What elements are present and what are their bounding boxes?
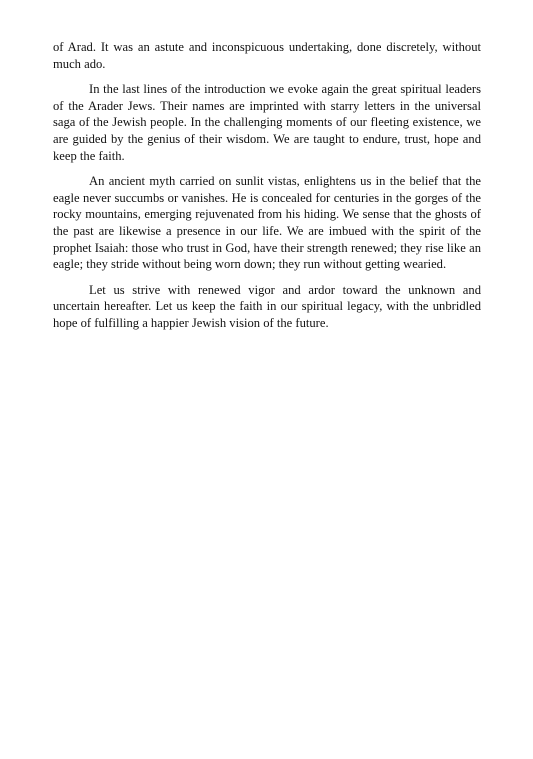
paragraph-3: An ancient myth carried on sunlit vistas, enlightens us in the belief that the eagle never succumbs or vanishes. He is concealed for centuries in the gorges of the rocky mountains, emerging rejuvenated from his hiding. We sense that the ghosts of the past are likewise a presence in our life. We are imbued with the spirit of the prophet Isaiah: those who trust in God, have their strength renewed; they rise like an eagle; they stride without being worn down; they run without getting wearied.: [53, 174, 481, 272]
paragraph-1: of Arad. It was an astute and inconspicuous undertaking, done discretely, without much ado.: [53, 40, 481, 71]
document-body: [53, 39, 481, 341]
paragraph-4: Let us strive with renewed vigor and ardor toward the unknown and uncertain hereafter. Let us keep the faith in our spiritual legacy, with the unbridled hope of fulfilling a happier Jewish vision of the future.: [53, 282, 481, 330]
paragraph-2: In the last lines of the introduction we evoke again the great spiritual leaders of the Arader Jews. Their names are imprinted with starry letters in the universal saga of the Jewish people. In the challenging moments of our fleeting existence, we are guided by the genius of their wisdom. We are taught to endure, trust, hope and keep the faith.: [53, 82, 481, 163]
